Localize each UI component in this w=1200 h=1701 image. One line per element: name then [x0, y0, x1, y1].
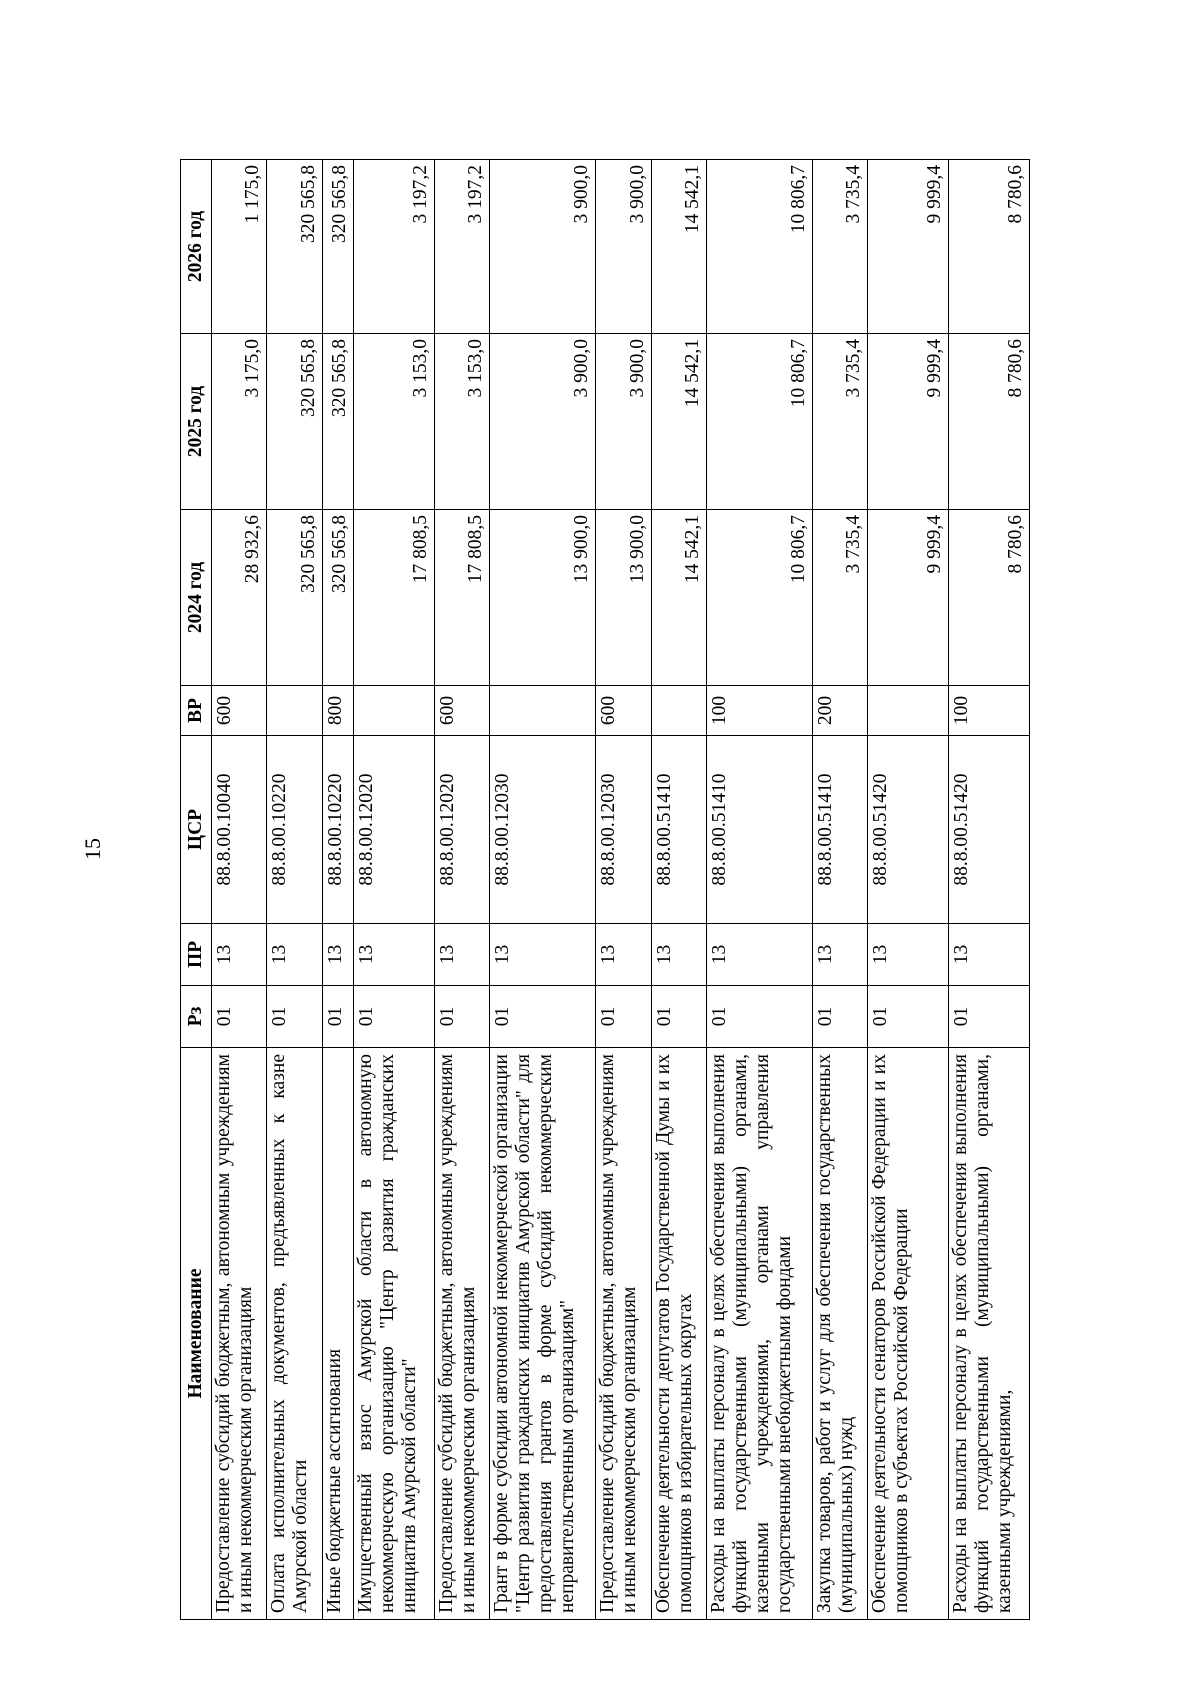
row-value-2026: 9 999,4	[868, 160, 949, 334]
row-csr: 88.8.00.51420	[868, 736, 949, 924]
table-row	[353, 160, 434, 1620]
row-vr: 100	[949, 686, 1030, 736]
row-value-2024: 10 806,7	[706, 510, 812, 686]
row-vr	[353, 686, 434, 736]
row-csr: 88.8.00.12020	[434, 736, 489, 924]
row-csr: 88.8.00.51410	[706, 736, 812, 924]
row-pr: 13	[434, 924, 489, 986]
table-row	[490, 160, 596, 1620]
row-value-2025: 3 153,0	[353, 334, 434, 510]
col-header-rz: Рз	[181, 986, 212, 1048]
row-name: Иные бюджетные ассигнования	[322, 1048, 353, 1620]
row-csr: 88.8.00.10040	[212, 736, 267, 924]
row-rz: 01	[212, 986, 267, 1048]
row-rz: 01	[868, 986, 949, 1048]
row-value-2024: 3 735,4	[813, 510, 868, 686]
row-name: Закупка товаров, работ и услуг для обеспечения государственных (муниципальных) нужд	[813, 1048, 868, 1620]
table-header-row	[181, 160, 212, 1620]
budget-table	[180, 159, 1030, 1620]
row-value-2026: 3 735,4	[813, 160, 868, 334]
row-pr: 13	[353, 924, 434, 986]
row-name: Обеспечение деятельности сенаторов Российской Федерации и их помощников в субъектах Российской Федерации	[868, 1048, 949, 1620]
row-vr: 100	[706, 686, 812, 736]
col-header-name: Наименование	[181, 1048, 212, 1620]
row-pr: 13	[949, 924, 1030, 986]
table-row	[434, 160, 489, 1620]
row-pr: 13	[212, 924, 267, 986]
row-rz: 01	[596, 986, 651, 1048]
budget-table-container	[180, 160, 1030, 1620]
row-value-2026: 3 197,2	[434, 160, 489, 334]
row-value-2026: 3 900,0	[490, 160, 596, 334]
row-value-2024: 17 808,5	[434, 510, 489, 686]
table-row	[212, 160, 267, 1620]
row-name: Расходы на выплаты персоналу в целях обеспечения выполнения функций государственными (муниципальными) органами, казенными учреждениями,	[949, 1048, 1030, 1620]
row-name: Грант в форме субсидии автономной некоммерческой организации "Центр развития гражданских инициатив Амурской области" для предоставления грантов в форме субсидий некоммерческим неправительственным организациям"	[490, 1048, 596, 1620]
row-value-2026: 1 175,0	[212, 160, 267, 334]
row-value-2024: 320 565,8	[267, 510, 322, 686]
row-value-2024: 13 900,0	[596, 510, 651, 686]
table-row	[706, 160, 812, 1620]
row-vr	[267, 686, 322, 736]
row-pr: 13	[490, 924, 596, 986]
col-header-vr: ВР	[181, 686, 212, 736]
row-rz: 01	[434, 986, 489, 1048]
table-row	[949, 160, 1030, 1620]
row-csr: 88.8.00.51410	[651, 736, 706, 924]
row-pr: 13	[813, 924, 868, 986]
row-vr: 600	[212, 686, 267, 736]
row-value-2025: 8 780,6	[949, 334, 1030, 510]
row-value-2026: 320 565,8	[322, 160, 353, 334]
row-value-2024: 14 542,1	[651, 510, 706, 686]
col-header-csr: ЦСР	[181, 736, 212, 924]
row-value-2025: 3 175,0	[212, 334, 267, 510]
row-vr: 200	[813, 686, 868, 736]
row-csr: 88.8.00.51420	[949, 736, 1030, 924]
col-header-2024: 2024 год	[181, 510, 212, 686]
row-name: Имущественный взнос Амурской области в автономную некоммерческую организацию "Центр развития гражданских инициатив Амурской области"	[353, 1048, 434, 1620]
row-vr	[651, 686, 706, 736]
row-pr: 13	[596, 924, 651, 986]
row-vr: 600	[596, 686, 651, 736]
row-value-2026: 14 542,1	[651, 160, 706, 334]
row-value-2025: 9 999,4	[868, 334, 949, 510]
row-rz: 01	[706, 986, 812, 1048]
table-row	[322, 160, 353, 1620]
row-value-2024: 8 780,6	[949, 510, 1030, 686]
row-rz: 01	[949, 986, 1030, 1048]
row-name: Предоставление субсидий бюджетным, автономным учреждениям и иным некоммерческим организациям	[596, 1048, 651, 1620]
row-vr: 600	[434, 686, 489, 736]
row-value-2024: 17 808,5	[353, 510, 434, 686]
col-header-2026: 2026 год	[181, 160, 212, 334]
row-value-2026: 320 565,8	[267, 160, 322, 334]
table-row	[651, 160, 706, 1620]
col-header-2025: 2025 год	[181, 334, 212, 510]
row-value-2026: 3 900,0	[596, 160, 651, 334]
row-value-2025: 14 542,1	[651, 334, 706, 510]
row-rz: 01	[322, 986, 353, 1048]
page-number: 15	[80, 838, 105, 860]
row-pr: 13	[706, 924, 812, 986]
row-rz: 01	[813, 986, 868, 1048]
row-value-2024: 28 932,6	[212, 510, 267, 686]
row-value-2025: 320 565,8	[322, 334, 353, 510]
row-name: Расходы на выплаты персоналу в целях обеспечения выполнения функций государственными (муниципальными) органами, казенными учреждениями, органами управления государственными внебюджетными фондами	[706, 1048, 812, 1620]
row-vr	[868, 686, 949, 736]
row-pr: 13	[868, 924, 949, 986]
row-rz: 01	[353, 986, 434, 1048]
row-value-2024: 13 900,0	[490, 510, 596, 686]
row-name: Предоставление субсидий бюджетным, автономным учреждениям и иным некоммерческим организациям	[434, 1048, 489, 1620]
row-name: Оплата исполнительных документов, предъявленных к казне Амурской области	[267, 1048, 322, 1620]
row-rz: 01	[267, 986, 322, 1048]
row-rz: 01	[651, 986, 706, 1048]
row-value-2024: 9 999,4	[868, 510, 949, 686]
row-name: Предоставление субсидий бюджетным, автономным учреждениям и иным некоммерческим организациям	[212, 1048, 267, 1620]
row-vr: 800	[322, 686, 353, 736]
row-pr: 13	[267, 924, 322, 986]
table-row	[596, 160, 651, 1620]
row-vr	[490, 686, 596, 736]
row-csr: 88.8.00.12020	[353, 736, 434, 924]
table-row	[267, 160, 322, 1620]
row-value-2026: 10 806,7	[706, 160, 812, 334]
table-row	[813, 160, 868, 1620]
row-csr: 88.8.00.51410	[813, 736, 868, 924]
row-value-2026: 3 197,2	[353, 160, 434, 334]
row-value-2025: 3 900,0	[490, 334, 596, 510]
row-csr: 88.8.00.12030	[490, 736, 596, 924]
col-header-pr: ПР	[181, 924, 212, 986]
row-value-2025: 3 153,0	[434, 334, 489, 510]
row-value-2025: 320 565,8	[267, 334, 322, 510]
row-csr: 88.8.00.12030	[596, 736, 651, 924]
row-name: Обеспечение деятельности депутатов Государственной Думы и их помощников в избирательных округах	[651, 1048, 706, 1620]
row-value-2026: 8 780,6	[949, 160, 1030, 334]
row-rz: 01	[490, 986, 596, 1048]
row-pr: 13	[322, 924, 353, 986]
row-csr: 88.8.00.10220	[322, 736, 353, 924]
row-value-2025: 10 806,7	[706, 334, 812, 510]
row-value-2025: 3 900,0	[596, 334, 651, 510]
row-csr: 88.8.00.10220	[267, 736, 322, 924]
row-value-2024: 320 565,8	[322, 510, 353, 686]
row-value-2025: 3 735,4	[813, 334, 868, 510]
row-pr: 13	[651, 924, 706, 986]
table-row	[868, 160, 949, 1620]
